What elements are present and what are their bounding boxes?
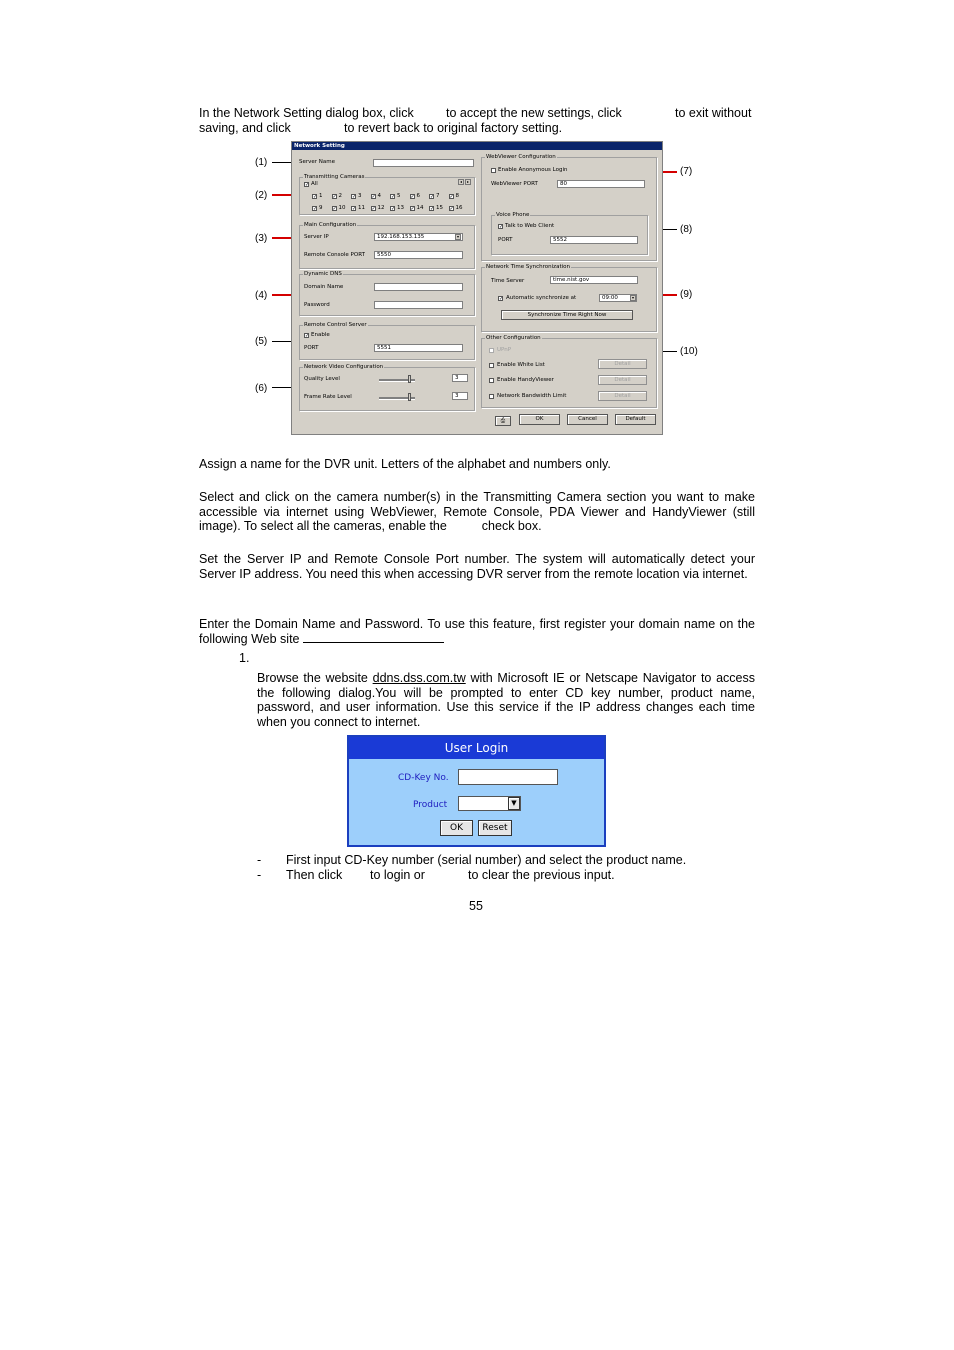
paragraph-server-name: Assign a name for the DVR unit. Letters of the alphabet and numbers only. [199, 457, 611, 471]
camera-number-label: 12 [377, 205, 385, 211]
paragraph-text: Select and click on the camera number(s) in the Transmitting Camera section you want to make accessible via internet using WebViewer, Remote Console, PDA Viewer and HandyViewer (still image). To select all the cameras, enable the [199, 490, 755, 534]
time-server-input[interactable]: time.nist.gov [550, 276, 638, 284]
webviewer-port-input[interactable]: 80 [557, 180, 645, 188]
camera-checkbox[interactable]: ✓ [352, 194, 357, 200]
callout-label: (10) [680, 346, 698, 357]
anonymous-login-checkbox[interactable] [491, 168, 496, 173]
camera-checkbox[interactable]: ✓ [371, 206, 376, 212]
user-login-title: User Login [349, 737, 604, 759]
cd-key-label: CD-Key No. [398, 773, 449, 783]
callout-label: (8) [680, 224, 693, 235]
camera-number-label: 4 [377, 193, 381, 199]
bullet-text: to login or [370, 868, 425, 882]
cd-key-input[interactable] [458, 769, 558, 785]
callout-label: (9) [680, 289, 693, 300]
bullet-1: First input CD-Key number (serial number) and select the product name. [286, 853, 687, 867]
talk-to-web-client-checkbox[interactable]: ✓ [499, 224, 504, 230]
intro-text: to accept the new settings, click [446, 106, 622, 120]
group-title: Remote Control Server [304, 322, 367, 328]
remote-enable-checkbox[interactable]: ✓ [305, 333, 310, 339]
camera-checkbox[interactable]: ✓ [449, 206, 454, 212]
bandwidth-limit-label: Network Bandwidth Limit [497, 393, 567, 399]
console-port-label: Remote Console PORT [304, 252, 365, 258]
scroll-left-icon[interactable]: ◂ [459, 179, 462, 184]
camera-checkbox[interactable]: ✓ [410, 194, 415, 200]
voice-port-input[interactable]: 5552 [550, 236, 638, 244]
upnp-checkbox[interactable] [489, 348, 494, 353]
upnp-label: UPnP [497, 347, 512, 353]
callout-label: (3) [255, 233, 268, 244]
scroll-right-icon[interactable]: ▸ [466, 179, 469, 184]
intro-text: to revert back to original factory setting. [344, 121, 563, 135]
callout-label: (7) [680, 166, 693, 177]
cancel-button[interactable]: Cancel [567, 414, 608, 425]
camera-number-label: 15 [436, 205, 443, 211]
frame-rate-value: 3 [452, 392, 468, 400]
bandwidth-detail-button[interactable]: Detail [598, 391, 647, 401]
bullet-text: Then click [286, 868, 343, 882]
camera-checkbox[interactable]: ✓ [410, 206, 415, 212]
camera-number-label: 10 [338, 205, 346, 211]
group-title: Other Configuration [486, 335, 541, 341]
camera-number-label: 7 [436, 193, 440, 199]
frame-rate-label: Frame Rate Level [304, 394, 352, 400]
voice-phone-group [491, 212, 648, 255]
camera-number-label: 13 [397, 205, 404, 211]
paragraph-text: Enter the Domain Name and Password. To use this feature, first register your domain name on the following Web site [199, 617, 755, 646]
camera-number-label: 1 [319, 193, 323, 199]
camera-checkbox[interactable]: ✓ [352, 206, 357, 212]
time-server-label: Time Server [491, 278, 525, 284]
intro-line-2 [199, 121, 755, 136]
domain-name-input[interactable] [374, 283, 463, 291]
server-name-label: Server Name [299, 159, 336, 165]
handyviewer-label: Enable HandyViewer [497, 377, 554, 383]
all-cameras-checkbox[interactable]: ✓ [305, 182, 310, 188]
user-login-dialog [347, 735, 606, 847]
intro-text: to exit without [675, 106, 752, 120]
paragraph-transmitting-cameras [199, 490, 755, 534]
auto-sync-checkbox[interactable]: ✓ [499, 296, 504, 302]
group-title: WebViewer Configuration [486, 154, 556, 160]
remote-control-group [299, 322, 475, 360]
white-list-label: Enable White List [497, 362, 545, 368]
camera-checkbox[interactable]: ✓ [449, 194, 454, 200]
default-button[interactable]: Default [615, 414, 656, 425]
webviewer-port-label: WebViewer PORT [491, 181, 538, 187]
list-number: 1. [239, 651, 250, 665]
voice-port-label: PORT [498, 237, 513, 243]
server-name-input[interactable] [373, 159, 474, 167]
anonymous-login-label: Enable Anonymous Login [498, 167, 568, 173]
callout-label: (1) [255, 157, 268, 168]
product-label: Product [413, 800, 448, 810]
network-video-group [299, 364, 475, 411]
group-title: Transmitting Cameras [304, 174, 365, 180]
camera-number-label: 14 [416, 205, 424, 211]
camera-checkbox[interactable]: ✓ [391, 206, 396, 212]
paragraph-text: check box. [481, 519, 542, 534]
chevron-down-icon[interactable]: ▾ [631, 295, 634, 300]
bullet-dash: - [257, 868, 262, 882]
camera-number-label: 8 [455, 193, 459, 199]
paragraph-text: with Microsoft IE or Netscape Navigator to access the following dialog.You will be prompted to enter CD key number, product name, password, and user information. Use this service if the IP address changes each time when you connect to internet. [257, 671, 755, 729]
bandwidth-limit-checkbox[interactable] [489, 394, 494, 399]
camera-checkbox[interactable]: ✓ [430, 206, 435, 212]
bullet-dash: - [257, 853, 262, 867]
intro-line-1 [199, 106, 755, 121]
auto-sync-label: Automatic synchronize at [506, 295, 577, 301]
website-link-blank[interactable] [303, 632, 444, 643]
handyviewer-detail-button[interactable]: Detail [598, 375, 647, 385]
intro-text: saving, and click [199, 121, 291, 135]
group-title: Network Video Configuration [304, 364, 384, 370]
all-cameras-label: All [311, 181, 318, 187]
server-ip-label: Server IP [304, 234, 329, 240]
callout-label: (2) [255, 190, 268, 201]
chevron-down-icon[interactable]: ▾ [456, 234, 459, 239]
remote-port-label: PORT [304, 345, 319, 351]
network-setting-dialog [291, 141, 663, 435]
ok-button[interactable]: OK [519, 414, 560, 425]
paragraph-dynamic-dns [199, 617, 755, 646]
camera-number-label: 9 [319, 205, 323, 211]
login-ok-button[interactable]: OK [440, 820, 473, 836]
camera-checkbox[interactable]: ✓ [313, 206, 318, 212]
domain-name-label: Domain Name [304, 284, 344, 290]
camera-checkbox[interactable]: ✓ [332, 194, 337, 200]
intro-text: In the Network Setting dialog box, click [199, 106, 414, 120]
camera-number-label: 3 [358, 193, 362, 199]
callout-label: (4) [255, 290, 268, 301]
group-title: Voice Phone [496, 212, 530, 218]
callout-label: (6) [255, 383, 268, 394]
printer-icon[interactable]: ⎙ [495, 416, 511, 426]
password-input[interactable] [374, 301, 463, 309]
remote-port-input[interactable]: 5551 [374, 344, 463, 352]
camera-number-label: 2 [338, 193, 342, 199]
server-ip-select[interactable]: 192.168.153.135 [374, 233, 463, 241]
ddns-website-link[interactable]: ddns.dss.com.tw [372, 671, 466, 685]
camera-checkbox[interactable]: ✓ [371, 194, 376, 200]
group-title: Main Configuration [304, 222, 357, 228]
auto-sync-time-select[interactable]: 09:00 [599, 294, 637, 302]
paragraph-text: Browse the website [257, 671, 368, 685]
camera-checkbox[interactable]: ✓ [332, 206, 337, 212]
talk-to-web-client-label: Talk to Web Client [505, 223, 555, 229]
bullet-2 [286, 868, 756, 883]
camera-checkbox[interactable]: ✓ [313, 194, 318, 200]
page-number: 55 [469, 899, 483, 913]
chevron-down-icon[interactable]: ▼ [508, 797, 520, 810]
quality-slider-thumb[interactable] [408, 375, 411, 383]
remote-enable-label: Enable [311, 332, 330, 338]
camera-number-label: 16 [455, 205, 463, 211]
paragraph-ddns-website [257, 671, 755, 729]
dynamic-dns-group [299, 271, 475, 316]
callout-label: (5) [255, 336, 268, 347]
sync-now-button[interactable]: Synchronize Time Right Now [501, 310, 633, 320]
camera-number-label: 11 [358, 205, 365, 211]
handyviewer-checkbox[interactable] [489, 378, 494, 383]
dialog-title: Network Setting [292, 142, 662, 150]
white-list-detail-button[interactable]: Detail [598, 359, 647, 369]
bullet-text: to clear the previous input. [468, 868, 615, 882]
group-title: Network Time Synchronization [486, 264, 570, 270]
main-configuration-group [299, 222, 475, 269]
console-port-input[interactable]: 5550 [374, 251, 463, 259]
quality-level-label: Quality Level [304, 376, 340, 382]
paragraph-main-configuration: Set the Server IP and Remote Console Port number. The system will automatically detect your Server IP address. You need this when accessing DVR server from the remote location via internet. [199, 552, 755, 581]
white-list-checkbox[interactable] [489, 363, 494, 368]
camera-number-label: 6 [416, 193, 420, 199]
frame-rate-slider-thumb[interactable] [408, 393, 411, 401]
login-reset-button[interactable]: Reset [478, 820, 512, 836]
quality-value: 3 [452, 374, 468, 382]
camera-number-label: 5 [397, 193, 401, 199]
camera-checkbox[interactable]: ✓ [391, 194, 396, 200]
group-title: Dynamic DNS [304, 271, 342, 277]
camera-checkbox[interactable]: ✓ [430, 194, 435, 200]
password-label: Password [304, 302, 330, 308]
